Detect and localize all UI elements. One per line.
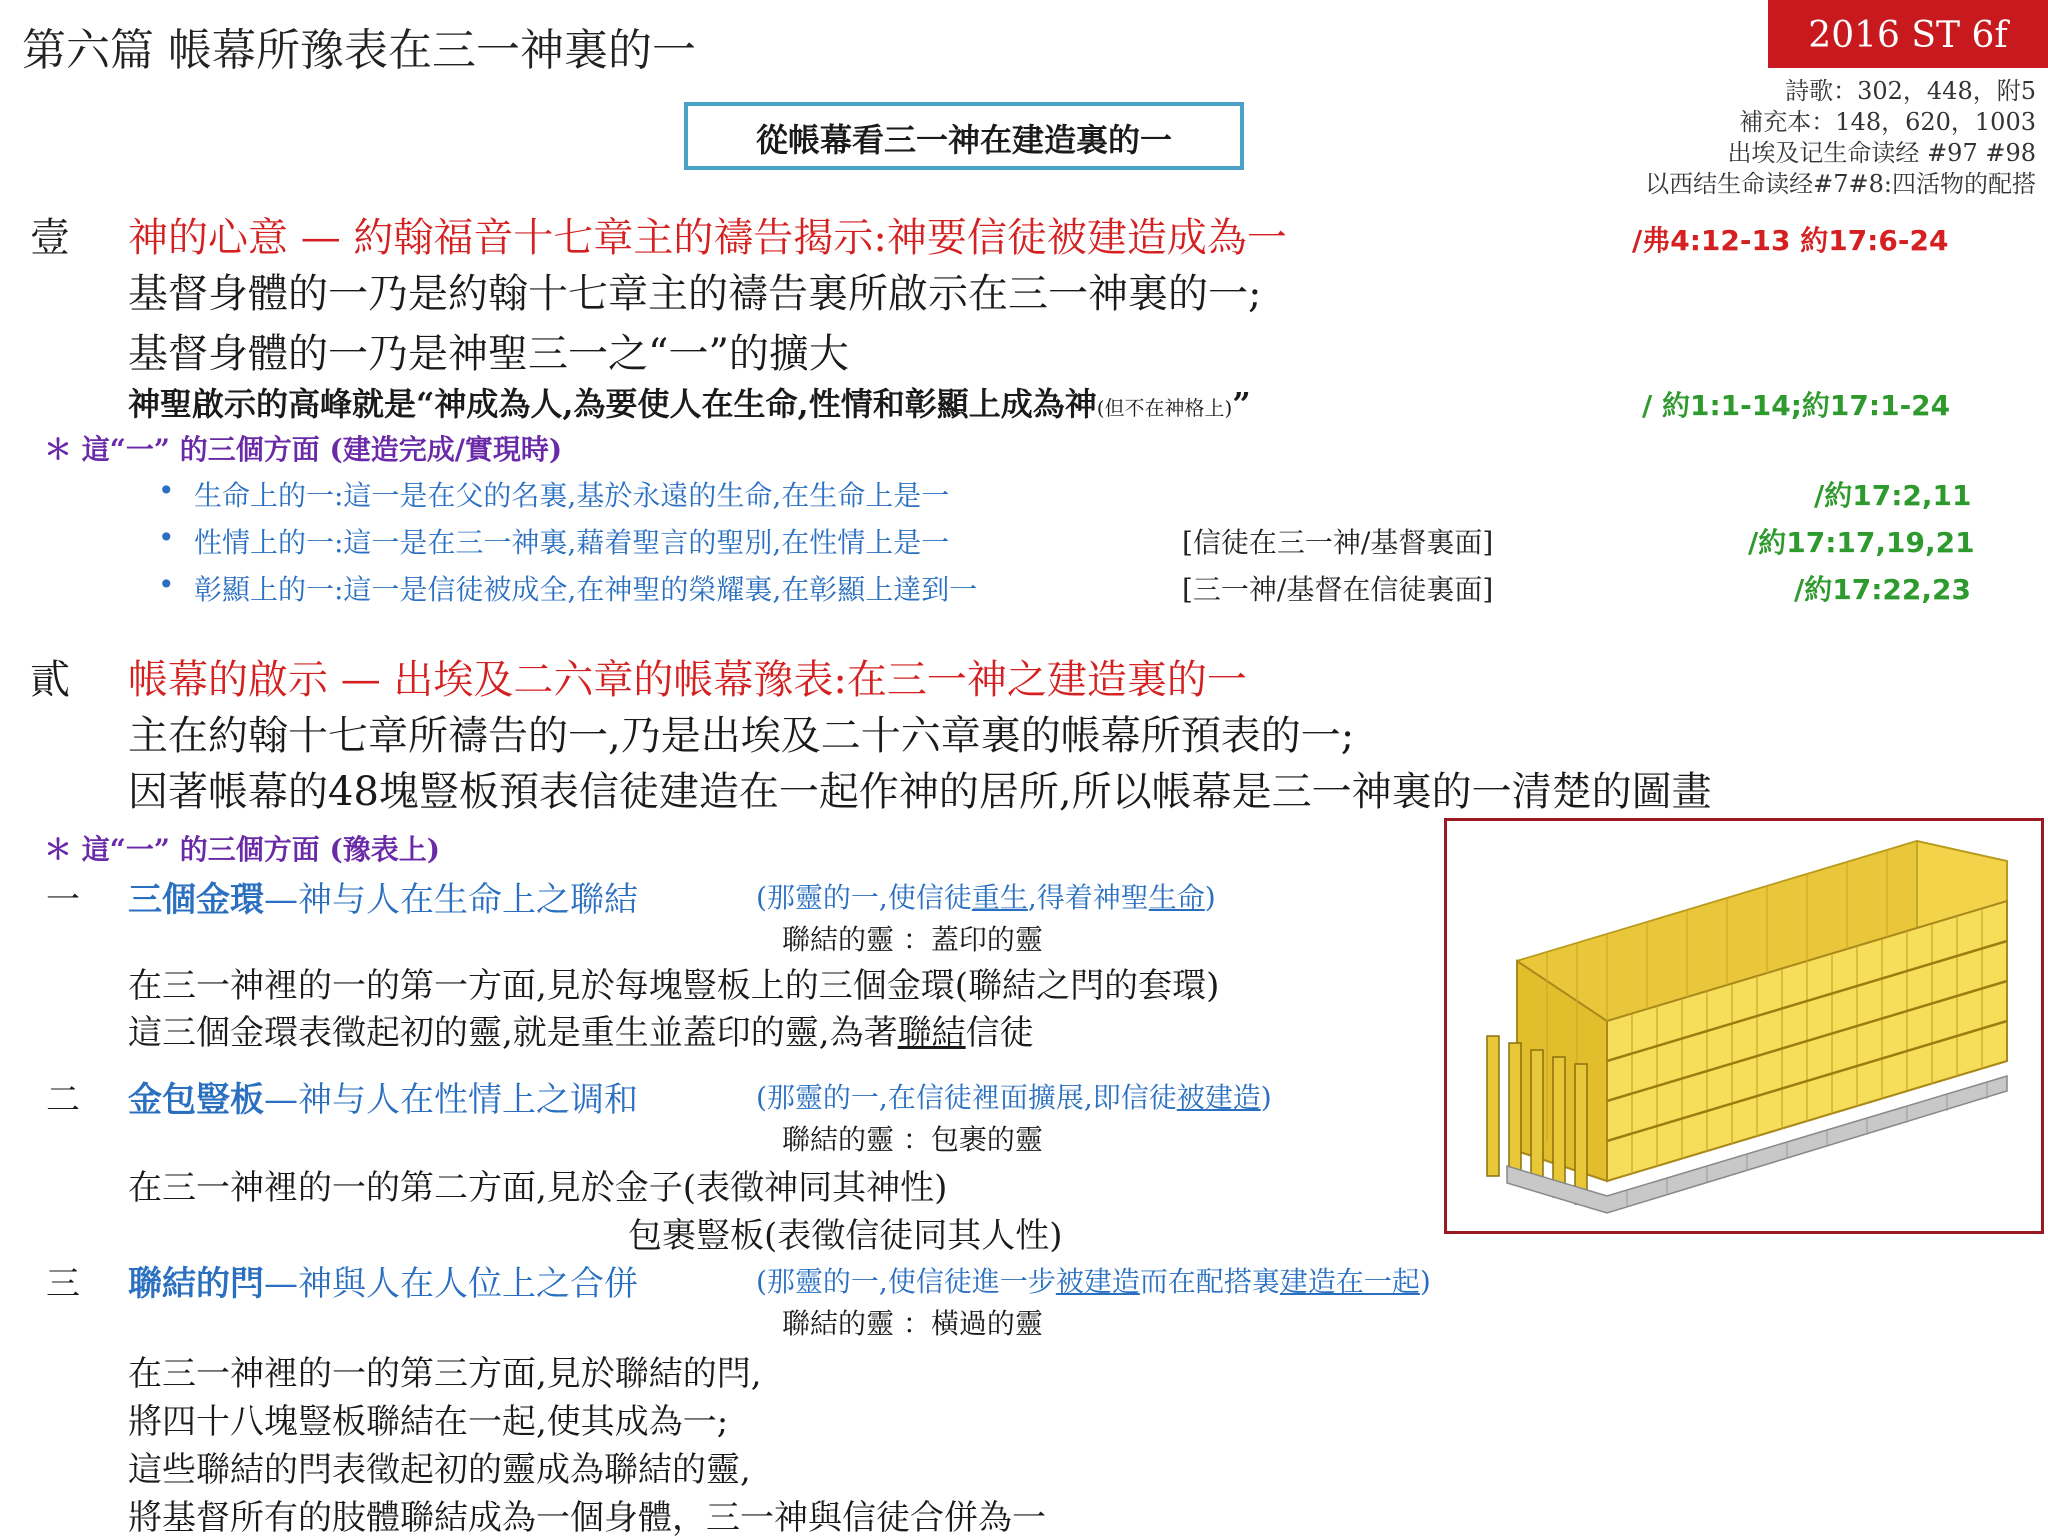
tabernacle-boards-illustration <box>1444 818 2044 1234</box>
bullet-expression: 彰顯上的一:這一是信徒被成全,在神聖的榮耀裏,在彰顯上達到一 <box>194 573 978 606</box>
section1-heading: 神的心意 — 約翰福音十七章主的禱告揭示:神要信徒被建造成為一 <box>128 215 1287 261</box>
item3-body2: 將四十八塊豎板聯結在一起,使其成為一; <box>128 1402 729 1442</box>
bullet-icon: • <box>158 568 175 601</box>
hymn-line: 出埃及记生命读经 #97 #98 <box>1727 139 2036 167</box>
bullet-icon: • <box>158 474 175 507</box>
item3-spirit: 聯結的靈 ：橫過的靈 <box>782 1307 1043 1340</box>
item3-numeral: 三 <box>46 1264 80 1304</box>
bullet-life-ref: /約17:2,11 <box>1814 479 1972 512</box>
item1-paren-text: (那靈的一,使信徒 <box>756 881 972 914</box>
item2-paren <box>756 1076 1272 1116</box>
item1-desc: —神与人在生命上之聯結 <box>264 880 638 920</box>
item1-name: 三個金環 <box>128 880 264 920</box>
item1-numeral: 一 <box>46 880 80 920</box>
bullet-life: 生命上的一:這一是在父的名裏,基於永遠的生命,在生命上是一 <box>194 479 950 512</box>
item1-body2-text: 這三個金環表徵起初的靈,就是重生並蓋印的靈,為著 <box>128 1013 898 1053</box>
item1-paren-underline1: 重生 <box>971 881 1028 914</box>
item3-body1: 在三一神裡的一的第三方面,見於聯結的閂, <box>128 1354 762 1394</box>
item1-body1: 在三一神裡的一的第一方面,見於每塊豎板上的三個金環(聯結之閂的套環) <box>128 966 1220 1006</box>
item1-body2 <box>128 1005 1034 1054</box>
peak-revelation-close: ” <box>1232 385 1251 423</box>
hymn-references <box>1645 76 2036 200</box>
item3-paren-underline2: 建造在一起 <box>1279 1265 1420 1298</box>
bullet-nature-ref: /約17:17,19,21 <box>1748 526 1975 559</box>
item3-name: 聯結的閂 <box>128 1264 264 1304</box>
slide-badge: 2016 ST 6f <box>1768 0 2048 68</box>
hymn-line: 以西结生命读经#7#8:四活物的配搭 <box>1645 170 2036 198</box>
item1-heading <box>128 872 638 921</box>
section1-line1: 基督身體的一乃是約翰十七章主的禱告裏所啟示在三一神裏的一; <box>128 271 1262 317</box>
item2-paren-text: (那靈的一,在信徒裡面擴展,即信徒 <box>756 1081 1177 1114</box>
item3-paren-mid: 而在配搭裏 <box>1139 1265 1280 1298</box>
item2-paren-end: ) <box>1260 1081 1272 1114</box>
section1-aspects-label: ＊ 這“一” 的三個方面 (建造完成/實現時) <box>44 433 563 466</box>
item2-paren-underline1: 被建造 <box>1176 1081 1261 1114</box>
item2-desc: —神与人在性情上之调和 <box>264 1080 638 1120</box>
item1-paren <box>756 876 1216 916</box>
tabernacle-image <box>1447 821 2041 1231</box>
section1-line3 <box>128 379 1251 425</box>
section2-line2: 因著帳幕的48塊豎板預表信徒建造在一起作神的居所,所以帳幕是三一神裏的一清楚的圖畫 <box>128 769 1712 815</box>
section1-numeral: 壹 <box>30 215 70 261</box>
section2-aspects-label: ＊ 這“一” 的三個方面 (豫表上) <box>44 833 440 866</box>
item3-body3: 這些聯結的閂表徵起初的靈成為聯結的靈, <box>128 1450 751 1490</box>
item1-body2-underline: 聯結 <box>897 1013 966 1053</box>
item3-heading <box>128 1256 638 1305</box>
bullet-expression-ref: /約17:22,23 <box>1794 573 1971 606</box>
item2-name: 金包豎板 <box>128 1080 264 1120</box>
item1-paren-underline2: 生命 <box>1148 881 1205 914</box>
section2-line1: 主在約翰十七章所禱告的一,乃是出埃及二十六章裏的帳幕所預表的一; <box>128 713 1355 759</box>
item3-paren-underline1: 被建造 <box>1055 1265 1140 1298</box>
item3-paren-end: ) <box>1419 1265 1431 1298</box>
item1-paren-mid: ,得着神聖 <box>1027 881 1149 914</box>
item2-body2: 包裹豎板(表徵信徒同其人性) <box>628 1216 1063 1256</box>
item3-desc: —神與人在人位上之合併 <box>264 1264 638 1304</box>
bullet-nature-note: [信徒在三一神/基督裏面] <box>1182 526 1494 559</box>
item2-heading <box>128 1072 638 1121</box>
peak-revelation-text: 神聖啟示的高峰就是“神成為人,為要使人在生命,性情和彰顯上成為神 <box>128 385 1097 423</box>
item3-paren <box>756 1260 1431 1300</box>
section1-ref: /弗4:12-13 約17:6-24 <box>1632 224 1949 257</box>
slide-title: 第六篇 帳幕所豫表在三一神裏的一 <box>22 25 696 76</box>
subtitle-box: 從帳幕看三一神在建造裏的一 <box>684 102 1244 170</box>
item3-paren-text: (那靈的一,使信徒進一步 <box>756 1265 1056 1298</box>
item2-spirit: 聯結的靈 ：包裹的靈 <box>782 1123 1043 1156</box>
hymn-line: 補充本：148，620，1003 <box>1739 108 2036 136</box>
item2-numeral: 二 <box>46 1080 80 1120</box>
item2-body1: 在三一神裡的一的第二方面,見於金子(表徵神同其神性) <box>128 1168 948 1208</box>
section1-line2: 基督身體的一乃是神聖三一之“一”的擴大 <box>128 331 849 377</box>
item1-body2-end: 信徒 <box>965 1013 1034 1053</box>
bullet-nature: 性情上的一:這一是在三一神裏,藉着聖言的聖別,在性情上是一 <box>194 526 950 559</box>
section2-numeral: 貳 <box>30 657 70 703</box>
item3-body4: 將基督所有的肢體聯結成為一個身體，三一神與信徒合併為一 <box>128 1498 1046 1538</box>
bullet-icon: • <box>158 521 175 554</box>
item1-spirit: 聯結的靈 ：蓋印的靈 <box>782 923 1043 956</box>
bullet-expression-note: [三一神/基督在信徒裏面] <box>1182 573 1494 606</box>
item1-paren-end: ) <box>1204 881 1216 914</box>
section2-heading: 帳幕的啟示 — 出埃及二六章的帳幕豫表:在三一神之建造裏的一 <box>128 657 1247 703</box>
hymn-line: 詩歌：302，448，附5 <box>1785 77 2036 105</box>
peak-revelation-note: (但不在神格上) <box>1096 396 1233 420</box>
section1-line3-ref: / 約1:1-14;約17:1-24 <box>1642 389 1951 422</box>
